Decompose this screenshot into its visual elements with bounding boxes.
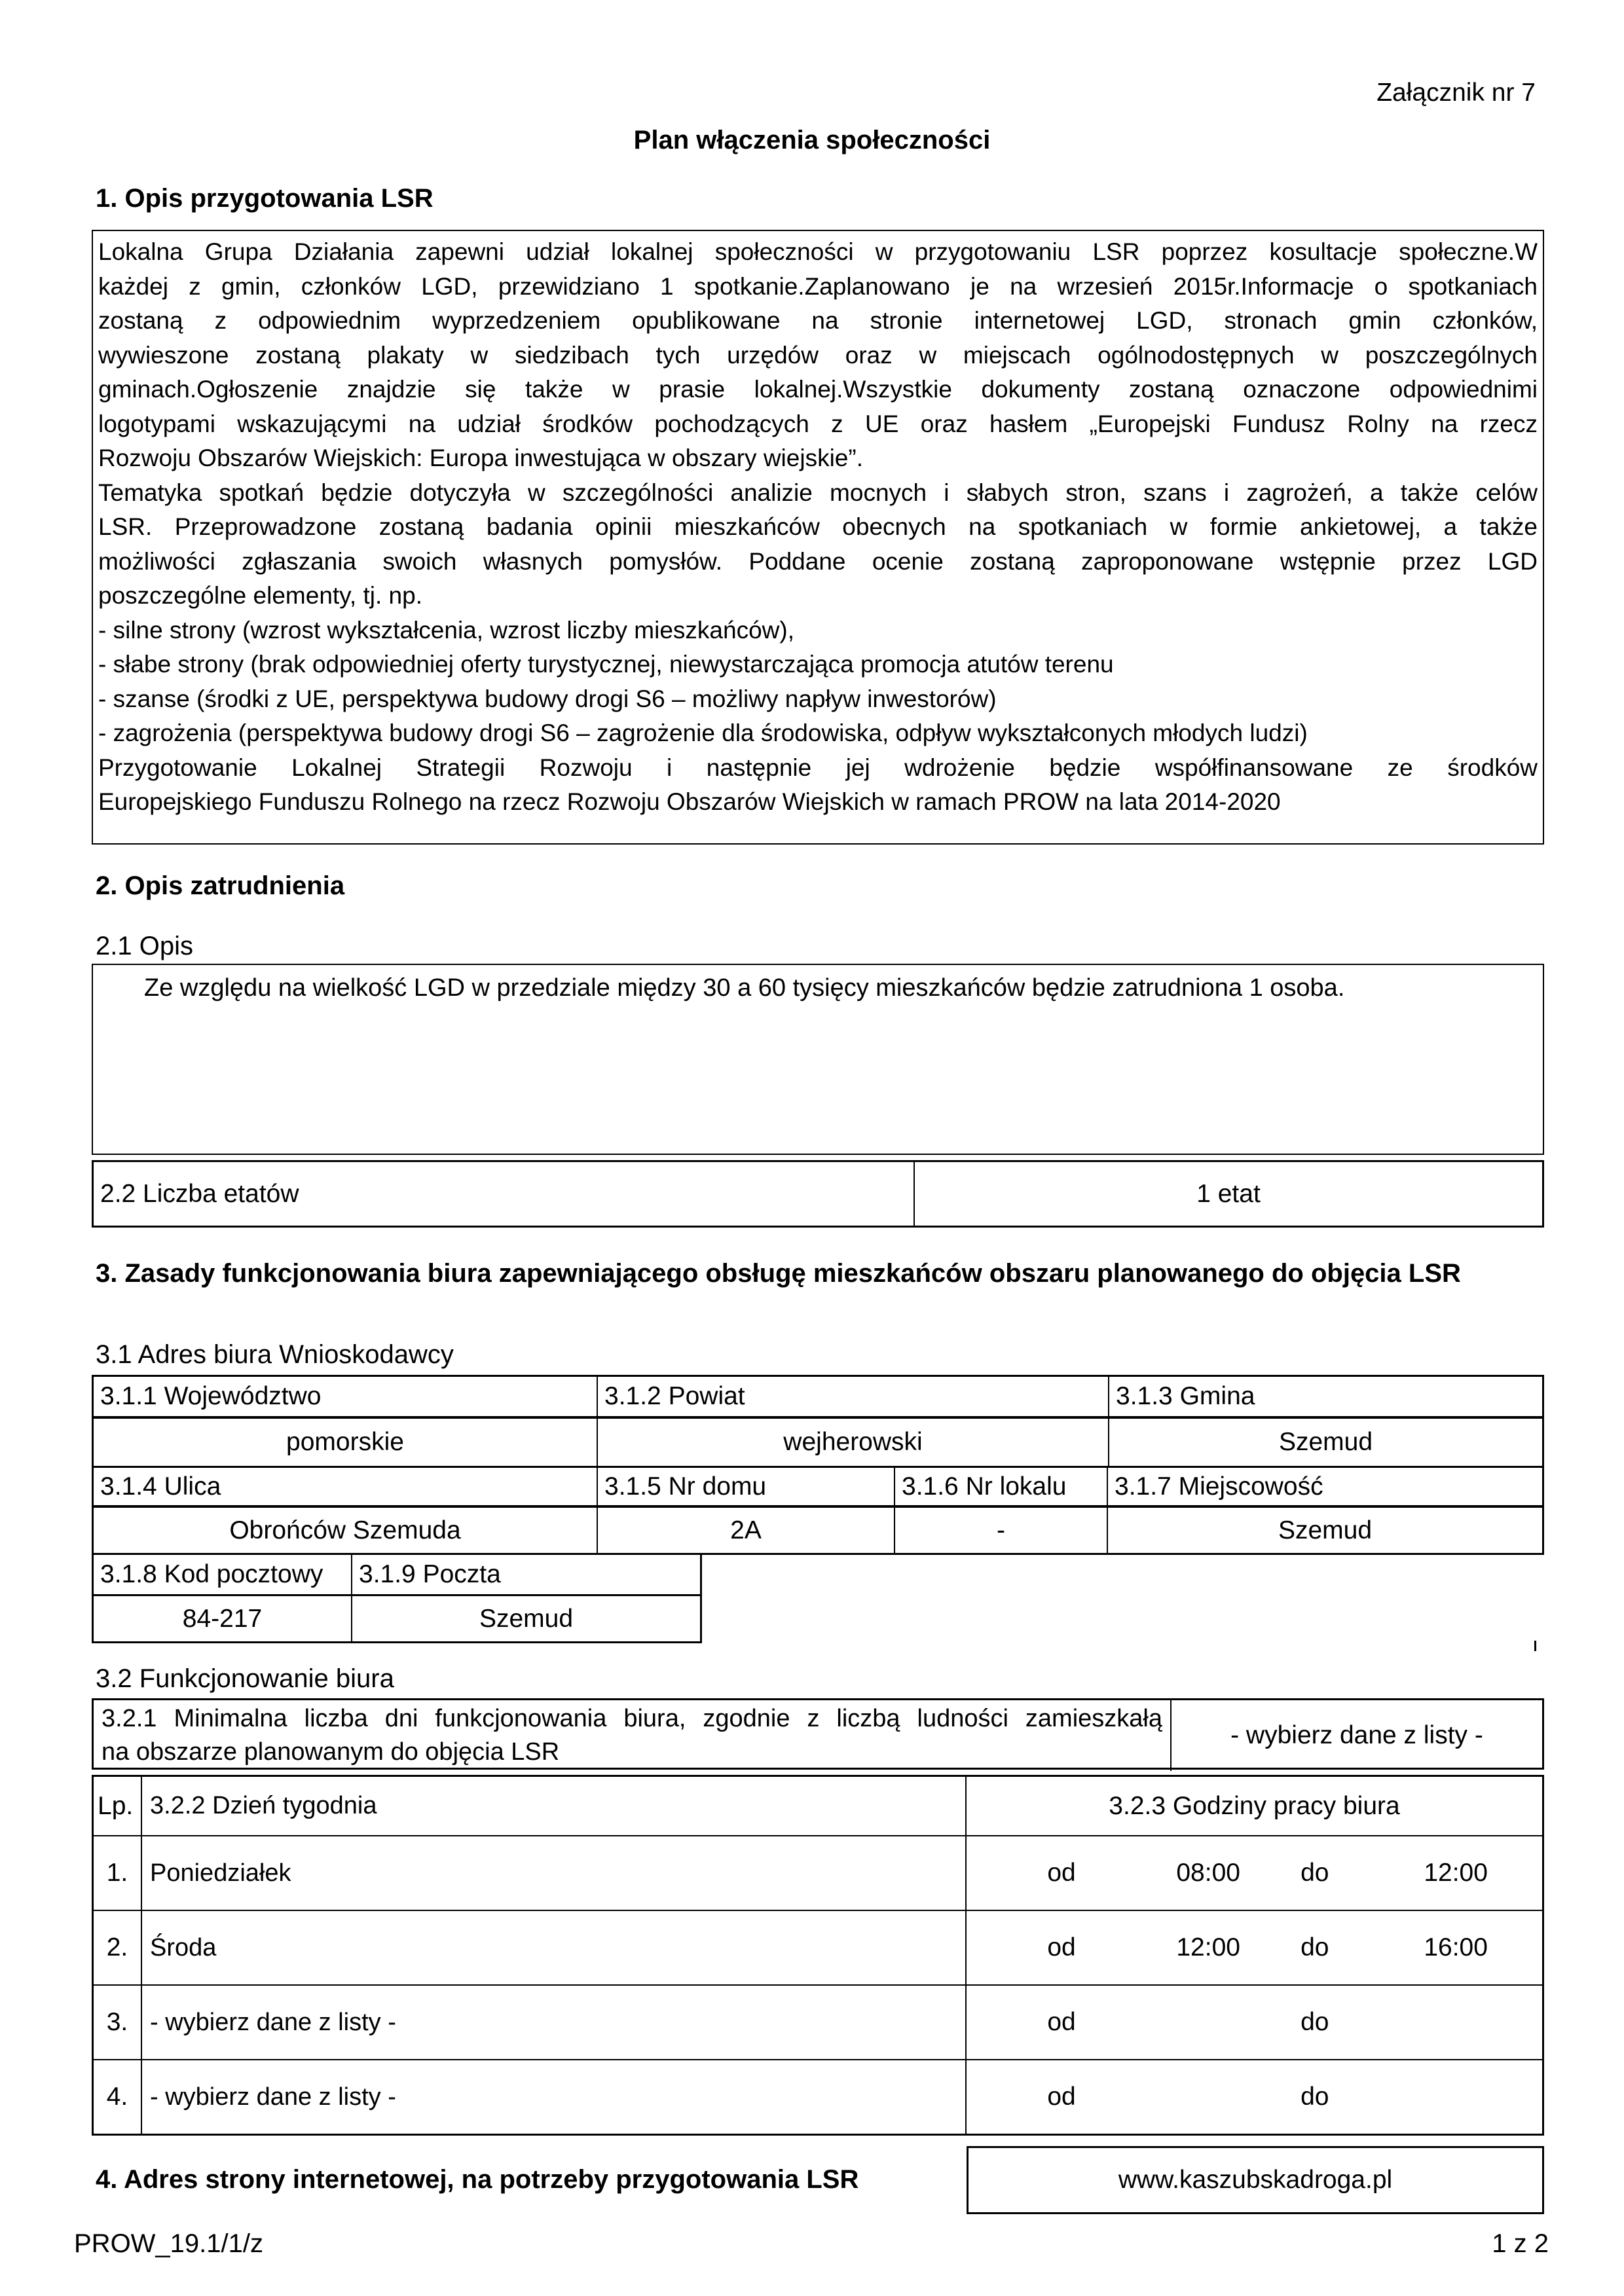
attachment-number: Załącznik nr 7: [1376, 79, 1536, 107]
wojewodztwo-label: 3.1.1 Województwo: [94, 1377, 598, 1416]
time-from: 12:00: [1176, 1933, 1240, 1961]
paragraph-line: - szanse (środki z UE, perspektywa budowy drogi S6 – możliwy napływ inwestorów): [98, 685, 997, 712]
row-number: 2.: [94, 1911, 142, 1984]
stray-tick-mark: [1534, 1641, 1536, 1651]
ulica-label: 3.1.4 Ulica: [94, 1468, 598, 1505]
paragraph-line: możliwości zgłaszania swoich własnych pomysłów. Poddane ocenie zostaną zaproponowane wstępnie przez LGD: [98, 547, 1538, 575]
paragraph-line: każdej z gmin, członków LGD, przewidziano 1 spotkanie.Zaplanowano je na wrzesień 2015r.Informacje o spotkaniach: [98, 272, 1538, 300]
office-hours-table: [92, 1775, 1544, 2136]
section2-heading: 2. Opis zatrudnienia: [96, 871, 345, 900]
nr-domu-label: 3.1.5 Nr domu: [598, 1468, 895, 1505]
poczta-label: 3.1.9 Poczta: [359, 1560, 501, 1588]
row-number: 1.: [94, 1836, 142, 1910]
od-label: od: [1047, 2008, 1076, 2036]
street-values-row: [94, 1505, 1542, 1553]
schedule-row: [94, 1984, 1542, 2059]
nr-domu-value: 2A: [598, 1508, 895, 1553]
od-label: od: [1047, 2083, 1076, 2111]
schedule-row: [94, 2059, 1542, 2134]
gmina-value: Szemud: [1278, 1428, 1373, 1456]
kod-pocztowy-value: 84-217: [94, 1596, 352, 1641]
min-days-label-line1: 3.2.1 Minimalna liczba dni funkcjonowania biura, zgodnie z liczbą ludności zamieszkałą: [101, 1705, 1162, 1732]
paragraph-line: Lokalna Grupa Działania zapewni udział lokalnej społeczności w przygotowaniu LSR poprzez kosultacje społeczne.W: [98, 238, 1538, 265]
do-label: do: [1301, 2083, 1329, 2111]
paragraph-line: gminach.Ogłoszenie znajdzie się także w prasie lokalnej.Wszystkie dokumenty zostaną oznaczone odpowiednimi: [98, 376, 1538, 403]
nr-lokalu-value: -: [895, 1508, 1108, 1553]
address-table: [92, 1375, 1544, 1555]
schedule-row: [94, 1910, 1542, 1984]
footer-form-code: PROW_19.1/1/z: [74, 2229, 264, 2258]
section4-heading: 4. Adres strony internetowej, na potrzeby przygotowania LSR: [96, 2165, 859, 2194]
postal-values-row: [94, 1594, 700, 1641]
hours-cell: [967, 1986, 1542, 2059]
paragraph-line: - słabe strony (brak odpowiedniej oferty turystycznej, niewystarczająca promocja atutów terenu: [98, 651, 1114, 678]
do-label: do: [1301, 1933, 1329, 1961]
paragraph-line: Rozwoju Obszarów Wiejskich: Europa inwestująca w obszary wiejskie”.: [98, 445, 863, 471]
min-days-label: [94, 1700, 1172, 1771]
hours-cell: [967, 1836, 1542, 1910]
miejscowosc-label: 3.1.7 Miejscowość: [1115, 1472, 1323, 1501]
paragraph-line: Europejskiego Funduszu Rolnego na rzecz Rozwoju Obszarów Wiejskich w ramach PROW na lata 2014-2020: [98, 788, 1281, 815]
address-labels-row: [94, 1377, 1542, 1416]
nr-lokalu-label: 3.1.6 Nr lokalu: [895, 1468, 1108, 1505]
website-value: www.kaszubskadroga.pl: [1118, 2166, 1393, 2194]
address-section-label: 3.1 Adres biura Wnioskodawcy: [96, 1340, 454, 1369]
time-to: 12:00: [1424, 1859, 1488, 1887]
miejscowosc-value: Szemud: [1278, 1516, 1373, 1544]
day-value: Środa: [142, 1911, 967, 1984]
day-dropdown-placeholder: - wybierz dane z listy -: [142, 2060, 967, 2134]
paragraph-line: poszczególne elementy, tj. np.: [98, 582, 422, 609]
employment-description-text: Ze względu na wielkość LGD w przedziale między 30 a 60 tysięcy mieszkańców będzie zatrudniona 1 osoba.: [144, 974, 1345, 1002]
time-to: 16:00: [1424, 1933, 1488, 1961]
do-label: do: [1301, 2008, 1329, 2036]
street-labels-row: [94, 1466, 1542, 1505]
paragraph-line: Tematyka spotkań będzie dotyczyła w szczególności analizie mocnych i słabych stron, szans i zagrożeń, a także celów: [98, 479, 1538, 506]
section3-heading: 3. Zasady funkcjonowania biura zapewniającego obsługę mieszkańców obszaru planowanego do objęcia LSR: [96, 1259, 1461, 1288]
day-dropdown-placeholder: - wybierz dane z listy -: [142, 1986, 967, 2059]
do-label: do: [1301, 1859, 1329, 1887]
row-number: 4.: [94, 2060, 142, 2134]
address-values-row: [94, 1416, 1542, 1466]
min-days-dropdown-placeholder: - wybierz dane z listy -: [1230, 1721, 1483, 1749]
paragraph-line: Przygotowanie Lokalnej Strategii Rozwoju i następnie jej wdrożenie będzie współfinansowane ze środków: [98, 754, 1538, 781]
employment-description-box: [92, 964, 1544, 1155]
paragraph-line: LSR. Przeprowadzone zostaną badania opinii mieszkańców obecnych na spotkaniach w formie ankietowej, a także: [98, 513, 1538, 540]
paragraph-line: zostaną z odpowiednim wyprzedzeniem opublikowane na stronie internetowej LGD, stronach gmin członków,: [98, 307, 1538, 334]
paragraph-line: wywieszone zostaną plakaty w siedzibach tych urzędów oraz w miejscach ogólnodostępnych w poszczególnych: [98, 341, 1538, 369]
poczta-value: Szemud: [479, 1604, 574, 1633]
fte-table: [92, 1160, 1544, 1228]
od-label: od: [1047, 1859, 1076, 1887]
day-header: 3.2.2 Dzień tygodnia: [142, 1777, 967, 1835]
schedule-header-row: [94, 1777, 1542, 1835]
od-label: od: [1047, 1933, 1076, 1961]
min-days-label-line2: na obszarze planowanym do objęcia LSR: [101, 1738, 560, 1766]
fte-value: 1 etat: [1196, 1179, 1261, 1208]
hours-cell: [967, 1911, 1542, 1984]
section1-heading: 1. Opis przygotowania LSR: [96, 184, 434, 213]
hours-header: 3.2.3 Godziny pracy biura: [1109, 1791, 1400, 1820]
employment-description-label: 2.1 Opis: [96, 932, 193, 960]
day-value: Poniedziałek: [142, 1836, 967, 1910]
powiat-value: wejherowski: [598, 1419, 1109, 1466]
paragraph-line: - zagrożenia (perspektywa budowy drogi S6 – zagrożenie dla środowiska, odpływ wykształconych młodych ludzi): [98, 720, 1308, 746]
office-functioning-label: 3.2 Funkcjonowanie biura: [96, 1664, 394, 1693]
schedule-row: [94, 1835, 1542, 1910]
paragraph-line: - silne strony (wzrost wykształcenia, wzrost liczby mieszkańców),: [98, 616, 794, 644]
footer-page-number: 1 z 2: [1492, 2229, 1549, 2258]
page-title: Plan włączenia społeczności: [633, 126, 991, 155]
postal-labels-row: [94, 1555, 700, 1594]
fte-label: 2.2 Liczba etatów: [94, 1162, 915, 1226]
hours-cell: [967, 2060, 1542, 2134]
gmina-label: 3.1.3 Gmina: [1116, 1382, 1255, 1410]
section1-description-box: [92, 230, 1544, 845]
website-box: [967, 2146, 1544, 2214]
min-days-table: [92, 1698, 1544, 1770]
wojewodztwo-value: pomorskie: [94, 1419, 598, 1466]
powiat-label: 3.1.2 Powiat: [598, 1377, 1109, 1416]
time-from: 08:00: [1176, 1859, 1240, 1887]
kod-pocztowy-label: 3.1.8 Kod pocztowy: [94, 1555, 352, 1594]
postal-table: [92, 1553, 702, 1643]
paragraph-line: logotypami wskazującymi na udział środków pochodzących z UE oraz hasłem „Europejski Fundusz Rolny na rzecz: [98, 410, 1538, 437]
row-number: 3.: [94, 1986, 142, 2059]
lp-header: Lp.: [94, 1777, 142, 1835]
ulica-value: Obrońców Szemuda: [94, 1508, 598, 1553]
